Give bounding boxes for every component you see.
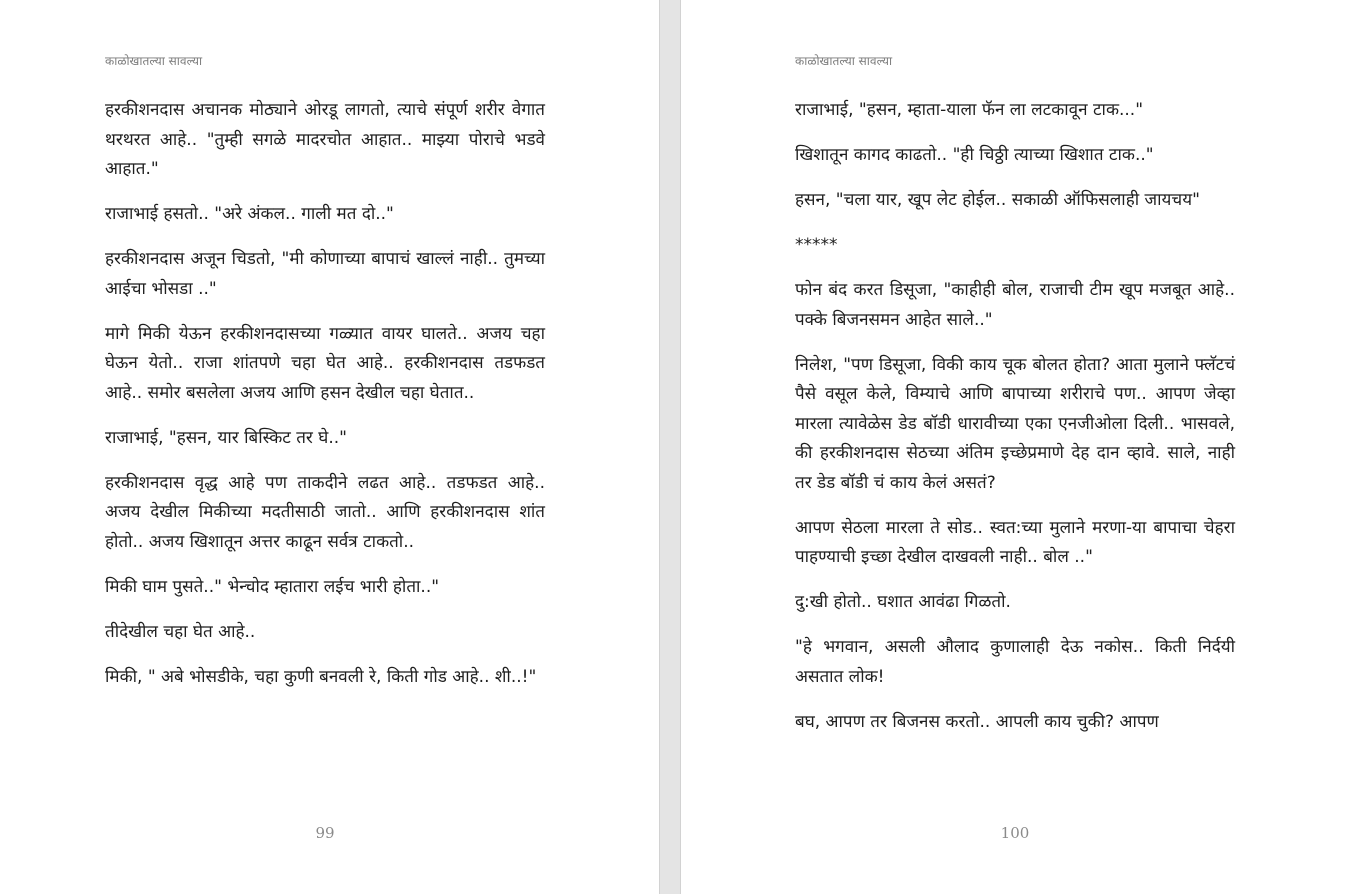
right-page — [681, 0, 1346, 894]
page-body — [795, 96, 1235, 753]
paragraph: हरकीशनदास अचानक मोठ्याने ओरडू लागतो, त्याचे संपूर्ण शरीर वेगात थरथरत आहे.. "तुम्ही सगळे मादरचोत आहात.. माझ्या पोराचे भडवे आहात." — [105, 100, 545, 179]
left-page — [0, 0, 659, 894]
paragraph: राजाभाई हसतो.. "अरे अंकल.. गाली मत दो.." — [105, 204, 394, 224]
paragraph: मिकी, " अबे भोसडीके, चहा कुणी बनवली रे, किती गोड आहे.. शी..!" — [105, 666, 537, 687]
paragraph: मिकी घाम पुसते.." भेन्चोद म्हातारा लईच भारी होता.." — [105, 576, 440, 597]
paragraph: दु:खी होतो.. घशात आवंढा गिळतो. — [795, 592, 1011, 612]
running-header: काळोखातल्या सावल्या — [105, 54, 203, 68]
paragraph: "हे भगवान, असली औलाद कुणालाही देऊ नकोस.. किती निर्दयी असतात लोक! — [795, 637, 1235, 687]
paragraph: फोन बंद करत डिसूजा, "काहीही बोल, राजाची टीम खूप मजबूत आहे.. पक्के बिजनसमन आहेत साले.." — [795, 280, 1235, 330]
paragraph: हरकीशनदास वृद्ध आहे पण ताकदीने लढत आहे.. तडफडत आहे.. अजय देखील मिकीच्या मदतीसाठी जातो.. आणि हरकीशनदास शांत होतो.. अजय खिशातून अत्तर काढून सर्वत्र टाकतो.. — [105, 472, 545, 552]
paragraph: बघ, आपण तर बिजनस करतो.. आपली काय चुकी? आपण — [795, 711, 1159, 732]
paragraph: राजाभाई, "हसन, यार बिस्किट तर घे.." — [105, 427, 347, 448]
page-body — [105, 96, 545, 708]
paragraph: राजाभाई, "हसन, म्हाता-याला फॅन ला लटकावून टाक..." — [795, 100, 1144, 120]
page-gutter — [659, 0, 681, 894]
paragraph: आपण सेठला मारला ते सोड.. स्वत:च्या मुलाने मरणा-या बापाचा चेहरा पाहण्याची इच्छा देखील दाखवली नाही.. बोल .." — [795, 517, 1235, 567]
paragraph: मागे मिकी येऊन हरकीशनदासच्या गळ्यात वायर घालते.. अजय चहा घेऊन येतो.. राजा शांतपणे चहा घेत आहे.. हरकीशनदास तडफडत आहे.. समोर बसलेला अजय आणि हसन देखील चहा घेतात.. — [105, 323, 545, 403]
paragraph: हरकीशनदास अजून चिडतो, "मी कोणाच्या बापाचं खाल्लं नाही.. तुमच्या आईचा भोसडा .." — [105, 249, 545, 299]
paragraph: तीदेखील चहा घेत आहे.. — [105, 621, 256, 642]
paragraph: हसन, "चला यार, खूप लेट होईल.. सकाळी ऑफिसलाही जायचय" — [795, 190, 1200, 210]
paragraph: खिशातून कागद काढतो.. "ही चिठ्ठी त्याच्या खिशात टाक.." — [795, 145, 1154, 165]
running-header: काळोखातल्या सावल्या — [795, 54, 893, 68]
scene-break: ***** — [795, 235, 838, 255]
page-number: 100 — [1000, 824, 1030, 842]
page-number: 99 — [315, 824, 335, 842]
paragraph: निलेश, "पण डिसूजा, विकी काय चूक बोलत होता? आता मुलाने फ्लॅटचं पैसे वसूल केले, विम्याचे आणि बापाच्या शरीराचे पण.. आपण जेव्हा मारला त्यावेळेस डेड बॉडी धारावीच्या एका एनजीओला दिली.. भासवले, की हरकीशनदास सेठच्या अंतिम इच्छेप्रमाणे देह दान व्हावे. साले, नाही तर डेड बॉडी चं काय केलं असतं? — [795, 354, 1235, 493]
